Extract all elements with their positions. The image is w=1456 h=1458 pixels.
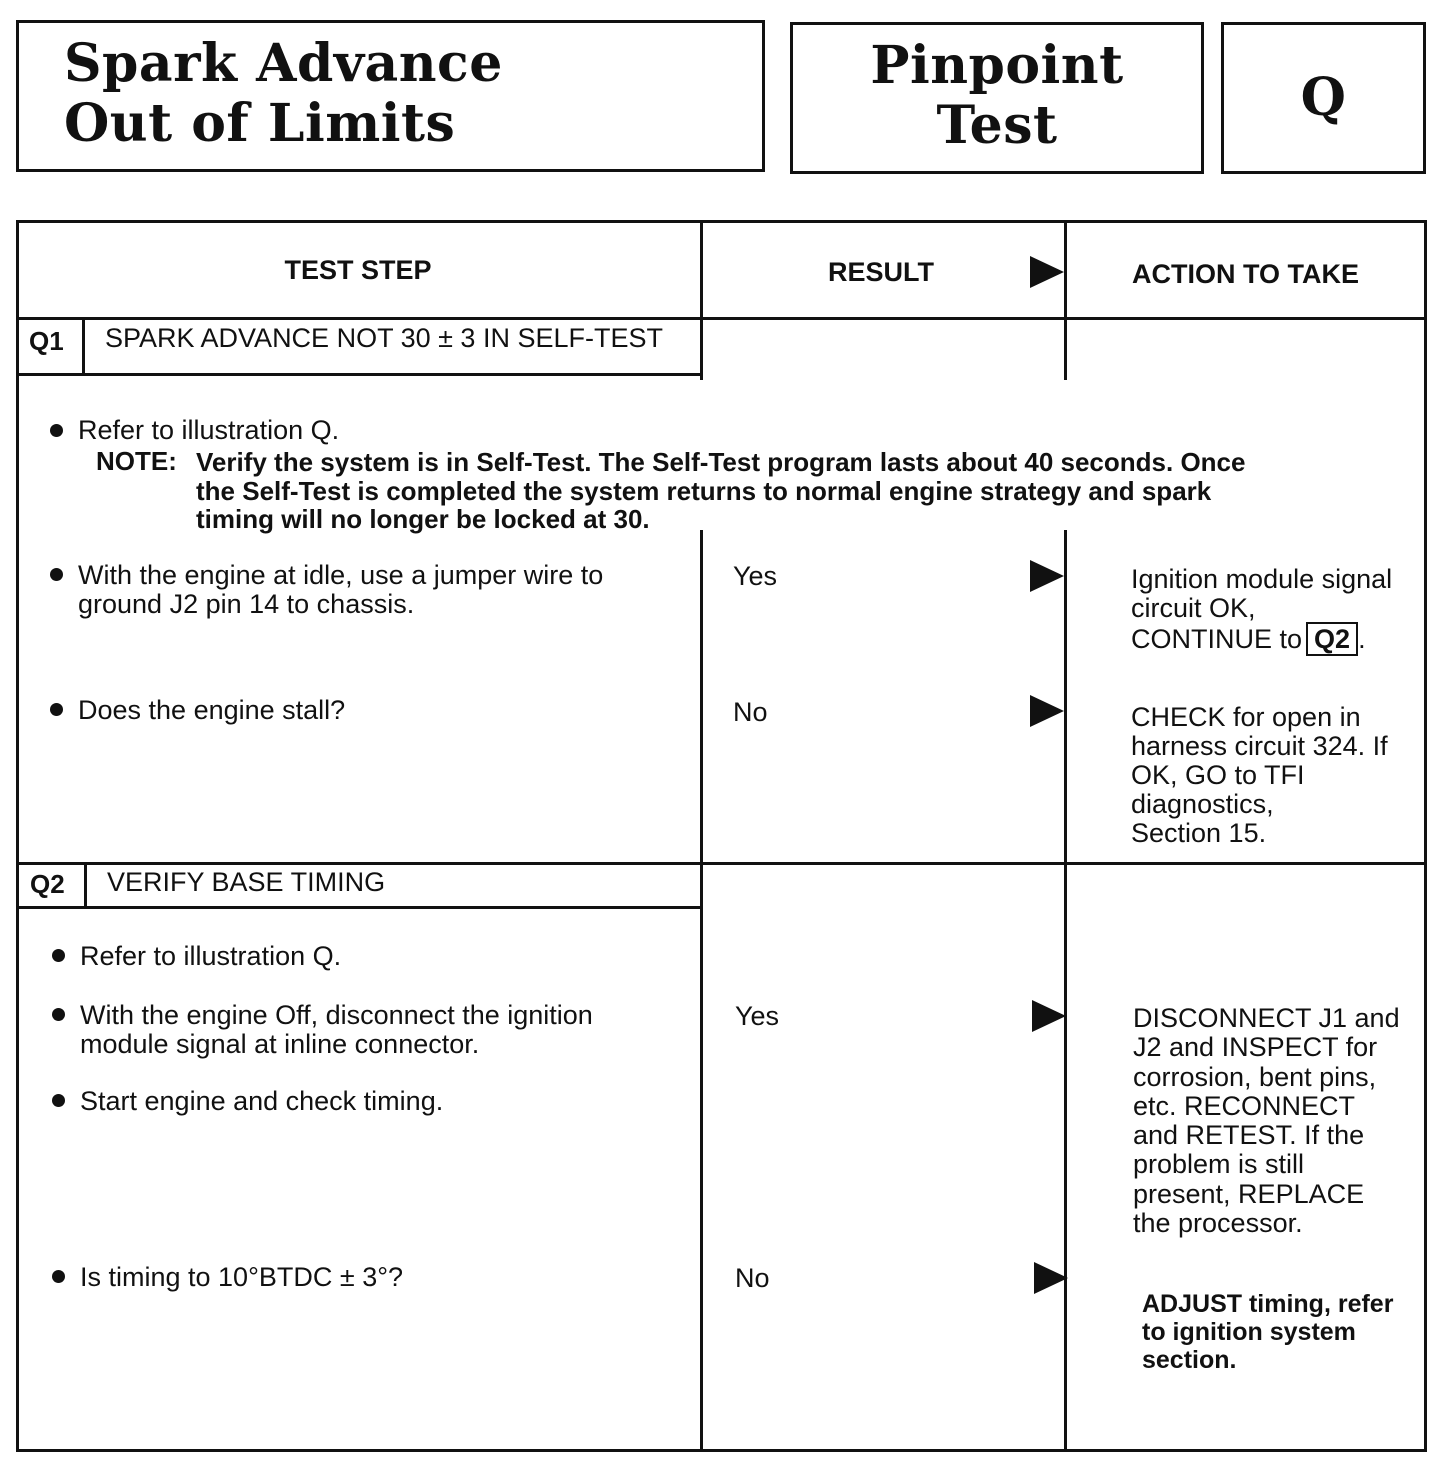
q2-no-arrow-icon	[1034, 1262, 1068, 1294]
q1-action-yes-line3	[1131, 622, 1366, 656]
q2-result-yes: Yes	[735, 1001, 780, 1031]
q2-action-no-line1: ADJUST timing, refer	[1142, 1290, 1394, 1318]
q1-continue-period: .	[1358, 624, 1366, 654]
q1-bullet-jumper-line1: With the engine at idle, use a jumper wire to	[78, 560, 604, 590]
q1-result-yes: Yes	[733, 561, 778, 591]
q2-action-yes-line8: the processor.	[1133, 1208, 1303, 1238]
q1-action-no-line3: OK, GO to TFI	[1131, 760, 1305, 790]
column-divider-2-header	[1064, 220, 1067, 380]
test-type-line2: Test	[936, 95, 1058, 156]
q2-yes-arrow-icon	[1032, 1000, 1066, 1032]
test-letter: Q	[1300, 67, 1347, 128]
table-left-border	[16, 220, 19, 1452]
q2-action-yes-line2: J2 and INSPECT for	[1133, 1032, 1378, 1062]
q2-bullet-disconnect-line2: module signal at inline connector.	[80, 1029, 480, 1059]
bullet-icon	[52, 949, 65, 962]
column-divider-1-header	[700, 220, 703, 380]
q1-action-no-line2: harness circuit 324. If	[1131, 731, 1388, 761]
column-divider-2-q1	[1064, 530, 1067, 1452]
q2-row-divider	[16, 862, 1427, 865]
q2-step-id: Q2	[30, 869, 65, 899]
q1-bullet-stall: Does the engine stall?	[78, 695, 346, 725]
table-bottom-border	[16, 1449, 1427, 1452]
q1-action-yes-line1: Ignition module signal	[1131, 564, 1393, 594]
q1-continue-text: CONTINUE to	[1131, 624, 1303, 654]
column-divider-1-q1	[700, 530, 703, 1452]
q2-action-no-line3: section.	[1142, 1346, 1237, 1374]
q1-note-line1: Verify the system is in Self-Test. The Self-Test program lasts about 40 seconds. Once	[196, 447, 1246, 477]
bullet-icon	[52, 1008, 65, 1021]
result-header-arrow-icon	[1030, 256, 1064, 288]
q2-bullet-refer: Refer to illustration Q.	[80, 941, 342, 971]
q2-step-title: VERIFY BASE TIMING	[107, 867, 386, 897]
q1-label-bottom	[16, 373, 702, 376]
page-title-line2: Out of Limits	[64, 93, 456, 154]
q2-result-no: No	[735, 1263, 770, 1293]
table-top-border	[16, 220, 1427, 223]
page-title-line1: Spark Advance	[64, 33, 503, 94]
q2-action-no-line2: to ignition system	[1142, 1318, 1356, 1346]
header-row-divider	[16, 317, 1427, 320]
q2-action-yes-line4: etc. RECONNECT	[1133, 1091, 1356, 1121]
test-type-line1: Pinpoint	[870, 35, 1124, 96]
q2-action-yes-line3: corrosion, bent pins,	[1133, 1062, 1377, 1092]
q2-reference-link[interactable]: Q2	[1306, 622, 1358, 656]
q2-label-bottom	[16, 906, 702, 909]
q2-id-divider	[84, 862, 87, 908]
table-right-border	[1424, 220, 1427, 1452]
q2-action-yes-line7: present, REPLACE	[1133, 1179, 1365, 1209]
q2-action-yes-line1: DISCONNECT J1 and	[1133, 1003, 1400, 1033]
column-header-result: RESULT	[828, 257, 934, 287]
q1-yes-arrow-icon	[1030, 560, 1064, 592]
q1-bullet-refer: Refer to illustration Q.	[78, 415, 340, 445]
q2-action-yes-line5: and RETEST. If the	[1133, 1120, 1365, 1150]
q2-bullet-timing: Is timing to 10°BTDC ± 3°?	[80, 1262, 404, 1292]
q1-no-arrow-icon	[1030, 695, 1064, 727]
q1-action-no-line4: diagnostics,	[1131, 789, 1274, 819]
q1-note-line3: timing will no longer be locked at 30.	[196, 504, 650, 534]
bullet-icon	[52, 1094, 65, 1107]
q1-id-divider	[82, 317, 85, 375]
bullet-icon	[50, 703, 63, 716]
q2-bullet-start: Start engine and check timing.	[80, 1086, 444, 1116]
q1-action-no-line1: CHECK for open in	[1131, 702, 1361, 732]
q2-action-yes-line6: problem is still	[1133, 1149, 1305, 1179]
q1-note-line2: the Self-Test is completed the system returns to normal engine strategy and spark	[196, 476, 1212, 506]
q1-note-label: NOTE:	[96, 446, 177, 476]
bullet-icon	[50, 568, 63, 581]
column-header-test-step: TEST STEP	[284, 255, 432, 285]
q1-action-no-line5: Section 15.	[1131, 818, 1267, 848]
q1-step-title: SPARK ADVANCE NOT 30 ± 3 IN SELF-TEST	[105, 323, 663, 353]
q1-action-yes-line2: circuit OK,	[1131, 593, 1256, 623]
column-header-action: ACTION TO TAKE	[1132, 259, 1359, 289]
q1-bullet-jumper-line2: ground J2 pin 14 to chassis.	[78, 589, 415, 619]
q1-step-id: Q1	[29, 326, 64, 356]
q1-result-no: No	[733, 697, 768, 727]
q2-bullet-disconnect-line1: With the engine Off, disconnect the ignition	[80, 1000, 593, 1030]
bullet-icon	[50, 424, 63, 437]
bullet-icon	[52, 1270, 65, 1283]
